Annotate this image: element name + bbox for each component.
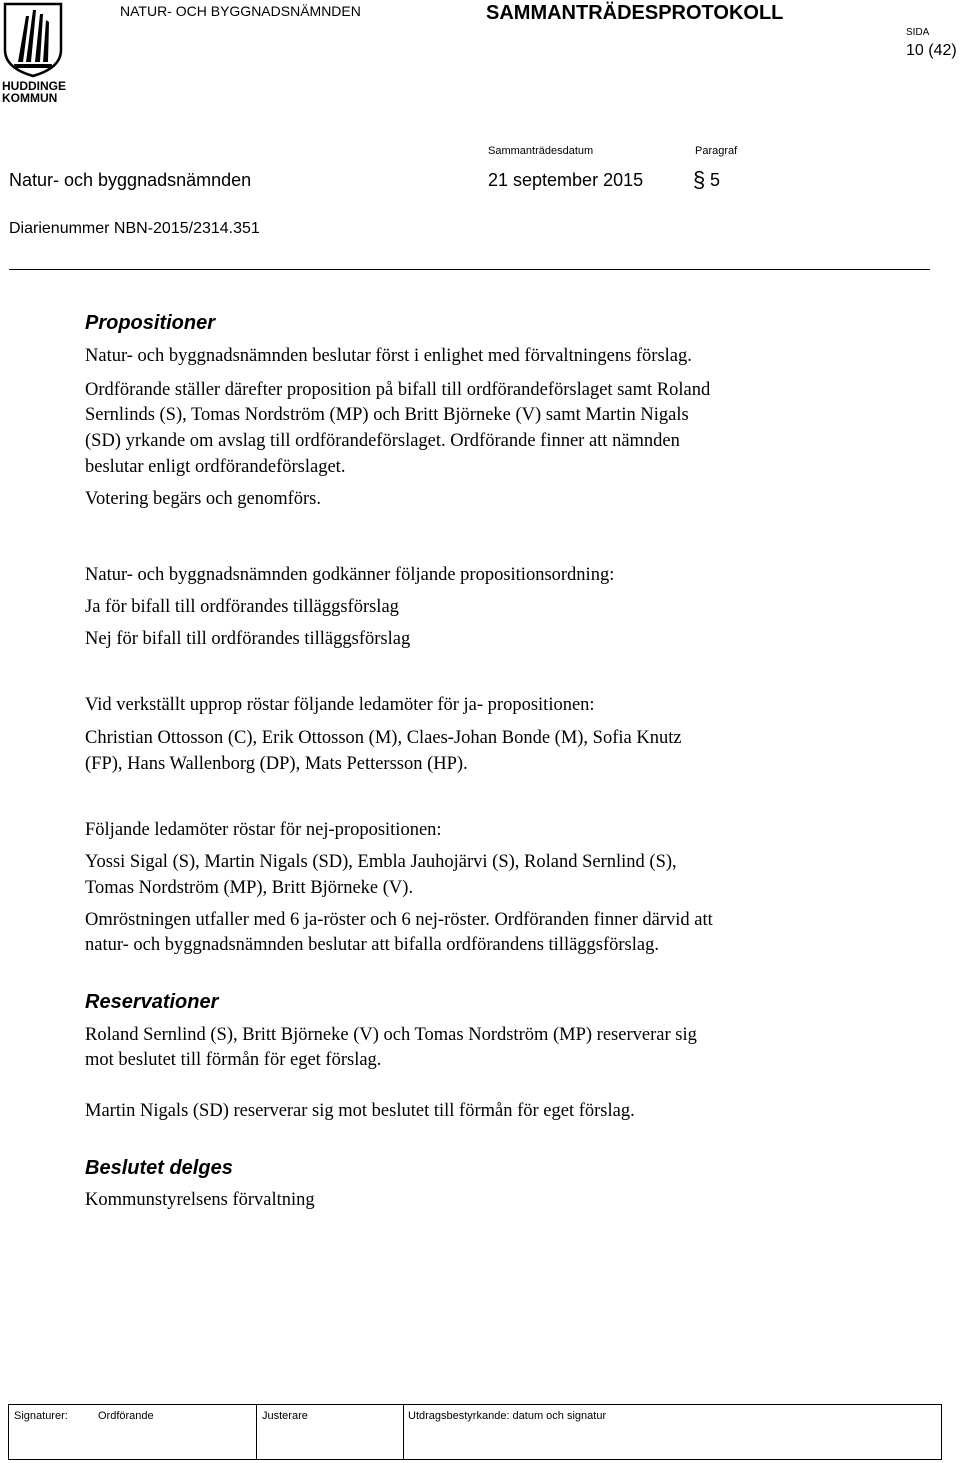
signaturer-label: Signaturer: <box>14 1410 68 1422</box>
paragraph-line: Martin Nigals (SD) reserverar sig mot beslutet till förmån för eget förslag. <box>85 1101 635 1121</box>
committee-name: Natur- och byggnadsnämnden <box>9 170 252 190</box>
paragraph-line: Nej för bifall till ordförandes tilläggsförslag <box>85 629 411 649</box>
municipal-emblem-icon <box>2 2 64 78</box>
paragraph-line: Tomas Nordström (MP), Britt Björneke (V). <box>85 878 414 898</box>
paragraph-line: Roland Sernlind (S), Britt Björneke (V) och Tomas Nordström (MP) reserverar sig <box>85 1025 697 1045</box>
justerare-signature-label: Justerare <box>262 1410 308 1422</box>
paragraph-line: Kommunstyrelsens förvaltning <box>85 1190 315 1210</box>
paragraph-sign: § <box>693 167 706 192</box>
logo-line-1: HUDDINGE <box>2 79 67 93</box>
heading-propositioner: Propositioner <box>85 312 216 334</box>
paragraph-line: Vid verkställt upprop röstar följande ledamöter för ja- propositionen: <box>85 695 595 715</box>
paragraph-line: Ordförande ställer därefter proposition på bifall till ordförandeförslaget samt Roland <box>85 380 711 400</box>
header-org-name: NATUR- OCH BYGGNADSNÄMNDEN <box>120 3 361 19</box>
document-title: SAMMANTRÄDESPROTOKOLL <box>486 2 784 24</box>
logo-wordmark <box>2 80 66 104</box>
paragraph-line: Sernlinds (S), Tomas Nordström (MP) och Britt Björneke (V) samt Martin Nigals <box>85 405 689 425</box>
paragraph-line: Christian Ottosson (C), Erik Ottosson (M), Claes-Johan Bonde (M), Sofia Knutz <box>85 728 682 748</box>
paragraph-label: Paragraf <box>695 145 738 157</box>
paragraph-line: (SD) yrkande om avslag till ordförandeförslaget. Ordförande finner att nämnden <box>85 431 680 451</box>
page-label: SIDA <box>906 27 930 38</box>
paragraph-line: Följande ledamöter röstar för nej-propositionen: <box>85 820 442 840</box>
logo-line-2: KOMMUN <box>2 91 58 105</box>
diarienummer: Diarienummer NBN-2015/2314.351 <box>9 220 260 237</box>
signature-divider <box>403 1404 404 1460</box>
paragraph-line: Natur- och byggnadsnämnden godkänner följande propositionsordning: <box>85 565 615 585</box>
heading-beslutet-delges: Beslutet delges <box>85 1157 233 1179</box>
paragraph-number: 5 <box>710 170 721 190</box>
paragraph-line: Omröstningen utfaller med 6 ja-röster och 6 nej-röster. Ordföranden finner därvid att <box>85 910 713 930</box>
ordforande-signature-label: Ordförande <box>98 1410 154 1422</box>
page-number: 10 (42) <box>906 42 957 59</box>
paragraph-line: Yossi Sigal (S), Martin Nigals (SD), Embla Jauhojärvi (S), Roland Sernlind (S), <box>85 852 677 872</box>
utdrag-signature-label: Utdragsbestyrkande: datum och signatur <box>408 1410 607 1422</box>
header-divider <box>9 269 930 270</box>
meeting-date: 21 september 2015 <box>488 170 644 190</box>
signature-divider <box>256 1404 257 1460</box>
paragraph-line: Ja för bifall till ordförandes tilläggsförslag <box>85 597 399 617</box>
paragraph-line: beslutar enligt ordförandeförslaget. <box>85 457 346 477</box>
heading-reservationer: Reservationer <box>85 991 219 1013</box>
meeting-date-label: Sammanträdesdatum <box>488 145 594 157</box>
paragraph-line: Natur- och byggnadsnämnden beslutar först i enlighet med förvaltningens förslag. <box>85 346 692 366</box>
paragraph-line: Votering begärs och genomförs. <box>85 489 321 509</box>
paragraph-line: mot beslutet till förmån för eget förslag. <box>85 1050 382 1070</box>
paragraph-line: (FP), Hans Wallenborg (DP), Mats Pettersson (HP). <box>85 754 468 774</box>
paragraph-line: natur- och byggnadsnämnden beslutar att bifalla ordförandens tilläggsförslag. <box>85 935 659 955</box>
